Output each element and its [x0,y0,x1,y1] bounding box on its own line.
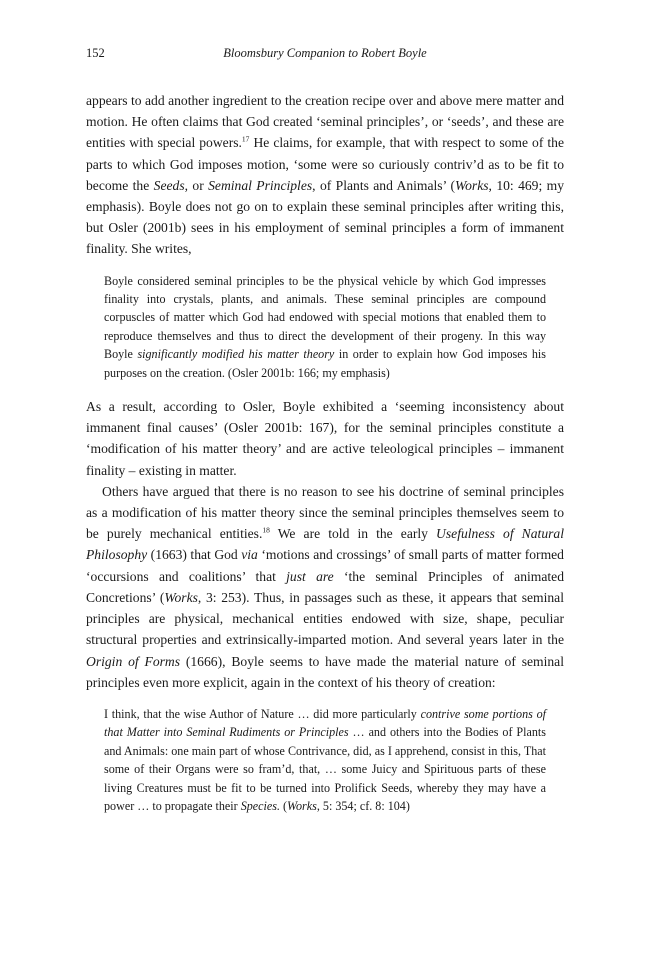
emphasis: Species. [240,798,280,813]
text-run: ‘the seminal Principles of animated Concretions’ ( [86,568,565,605]
page-body [86,90,564,815]
paragraph-3 [86,481,564,693]
text-run: ‘motions and crossings’ of small parts of matter formed ‘occursions and coalitions’ that [86,547,564,584]
running-title: Bloomsbury Companion to Robert Boyle [223,46,427,60]
text-run: ( [279,798,288,813]
footnote-ref-17[interactable]: 17 [241,134,250,144]
emphasis: Works [287,798,317,813]
text-run: appears to add another ingredient to the creation recipe over and above mere matter and motion. He often claims that God created ‘seminal principles’, or ‘seeds’, and these are entities with special powers. [86,93,564,151]
text-run: I think, that the wise Author of Nature … did more particularly [104,706,421,721]
paragraph-1 [86,90,564,260]
emphasis: Works [164,589,198,605]
text-run: (1663) that God [147,547,242,563]
footnote-ref-18[interactable]: 18 [262,525,270,535]
text-run: , 10: 469; my emphasis). Boyle does not go on to explain these seminal principles after writing this, but Osler (2001b) sees in his employment of seminal principles a form of immanent finality. She writes, [86,177,564,257]
page-number: 152 [86,46,105,60]
emphasis: via [241,547,258,563]
emphasis: Usefulness of Natural Philosophy [86,526,564,563]
block-quote-1 [104,272,546,382]
text-run: … and others into the Bodies of Plants and Animals: one main part of whose Contrivance, did, as I apprehend, consist in this, That some of their Organs were so fram’d, that, … some Juicy and Spirituous parts of these living Creatures must be fit to be turned into Prolifick Seeds, whereby they may have a power … to propagate their [104,725,546,813]
text-run: , or [184,177,209,193]
text-run: We are told in the early [269,526,437,542]
text-run: Boyle considered seminal principles to be the physical vehicle by which God impresses finality into crystals, plants, and animals. These seminal principles are compound corpuscles of matter which God had endowed with special motions that enabled them to reproduce themselves and thus to direct the development of their progeny. In this way Boyle [104,273,546,362]
text-run: (1666), Boyle seems to have made the material nature of seminal principles even more explicit, again in the context of his theory of creation: [86,653,564,690]
emphasis: Works [455,177,489,193]
running-header [86,46,564,64]
text-run: As a result, according to Osler, Boyle exhibited a ‘seeming inconsistency about immanent final causes’ (Osler 2001b: 167), for the seminal principles constitute a ‘modification of his matter theory’ and are active teleological principles – immanent finality – existing in matter. [86,399,564,478]
emphasis: Seeds [153,177,185,193]
paragraph-2 [86,396,564,481]
text-run: Others have argued that there is no reason to see his doctrine of seminal principles as a modification of his matter theory since the seminal principles themselves seem to be purely mechanical entities. [86,483,564,542]
emphasis: contrive some portions of that Matter into Seminal Rudiments or Principles [104,706,547,740]
text-run: , 5: 354; cf. 8: 104) [316,798,410,813]
text-run: He claims, for example, that with respect to some of the parts to which God imposes motion, ‘some were so curiously contriv’d as to be fit to become the [86,135,564,193]
emphasis: significantly modified his matter theory [137,347,335,362]
text-run: in order to explain how God imposes his purposes on the creation. (Osler 2001b: 166; my emphasis) [104,347,546,380]
block-quote-2 [104,705,546,815]
text-run: , of Plants and Animals’ ( [312,177,456,193]
emphasis: Seminal Principles [208,177,313,193]
emphasis: just are [286,568,334,584]
text-run: , 3: 253). Thus, in passages such as these, it appears that seminal principles are physical, mechanical entities endowed with size, shape, peculiar structural properties and extrinsically-imparted motion. And several years later in the [86,589,564,648]
emphasis: Origin of Forms [86,653,181,669]
